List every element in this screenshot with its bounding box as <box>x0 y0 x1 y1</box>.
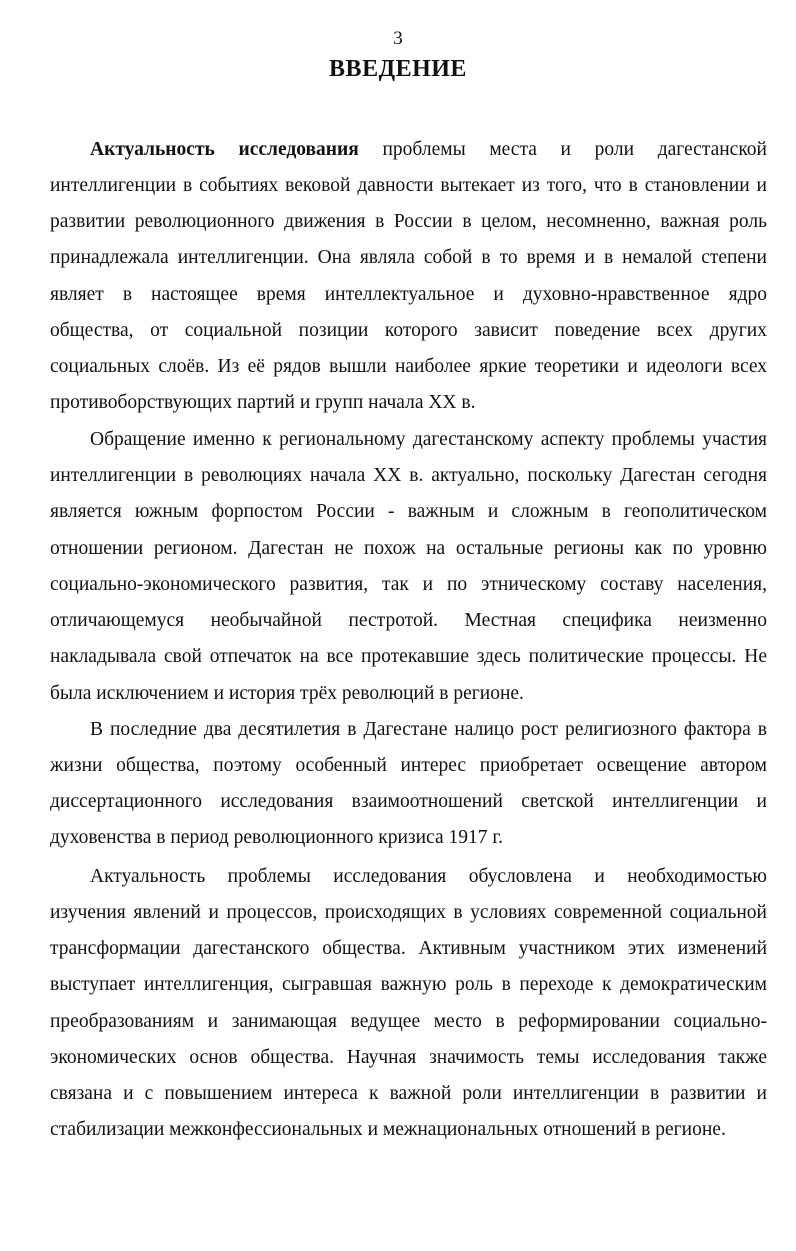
text-line: Актуальность проблемы исследования обусловлена и необходимостью <box>90 866 767 887</box>
text-line: противоборствующих партий и групп начала XX в. <box>50 392 476 413</box>
text-line: социально-экономического развития, так и по этническому составу населения, <box>50 574 767 595</box>
text-line: диссертационного исследования взаимоотношений светской интеллигенции и <box>50 791 767 812</box>
text-line: развитии революционного движения в России в целом, несомненно, важная роль <box>50 211 767 232</box>
text-line: Актуальность исследования проблемы места и роли дагестанской <box>90 139 767 160</box>
text-line: была исключением и история трёх революций в регионе. <box>50 683 524 704</box>
text-line: принадлежала интеллигенции. Она являла собой в то время и в немалой степени <box>50 247 767 268</box>
text-line: общества, от социальной позиции которого зависит поведение всех других <box>50 320 767 341</box>
text-line: духовенства в период революционного кризиса 1917 г. <box>50 827 504 848</box>
text-line: преобразованиям и занимающая ведущее место в реформировании социально- <box>50 1011 767 1032</box>
text-line: изучения явлений и процессов, происходящих в условиях современной социальной <box>50 902 767 923</box>
page-title: ВВЕДЕНИЕ <box>329 56 467 82</box>
bold-lead: Актуальность исследования <box>90 139 359 160</box>
text-line: социальных слоёв. Из её рядов вышли наиболее яркие теоретики и идеологи всех <box>50 356 767 377</box>
text-line: являет в настоящее время интеллектуальное и духовно-нравственное ядро <box>50 284 767 305</box>
text-line: В последние два десятилетия в Дагестане налицо рост религиозного фактора в <box>90 719 767 740</box>
text-line: связана и с повышением интереса к важной роли интеллигенции в развитии и <box>50 1083 767 1104</box>
page-number: 3 <box>393 28 403 49</box>
text-line: экономических основ общества. Научная значимость темы исследования также <box>50 1047 767 1068</box>
text-line: трансформации дагестанского общества. Активным участником этих изменений <box>50 938 767 959</box>
text-line: является южным форпостом России - важным и сложным в геополитическом <box>50 501 767 522</box>
text-line: стабилизации межконфессиональных и межнациональных отношений в регионе. <box>50 1119 726 1140</box>
text-line: отношении регионом. Дагестан не похож на остальные регионы как по уровню <box>50 538 767 559</box>
text-line: интеллигенции в революциях начала XX в. актуально, поскольку Дагестан сегодня <box>50 465 767 486</box>
text-line: накладывала свой отпечаток на все протекавшие здесь политические процессы. Не <box>50 646 767 667</box>
text-line: выступает интеллигенция, сыгравшая важную роль в переходе к демократическим <box>50 974 767 995</box>
text-line: жизни общества, поэтому особенный интерес приобретает освещение автором <box>50 755 767 776</box>
text-line: отличающемуся необычайной пестротой. Местная специфика неизменно <box>50 610 767 631</box>
text-line: Обращение именно к региональному дагестанскому аспекту проблемы участия <box>90 429 767 450</box>
text-line: интеллигенции в событиях вековой давности вытекает из того, что в становлении и <box>50 175 767 196</box>
